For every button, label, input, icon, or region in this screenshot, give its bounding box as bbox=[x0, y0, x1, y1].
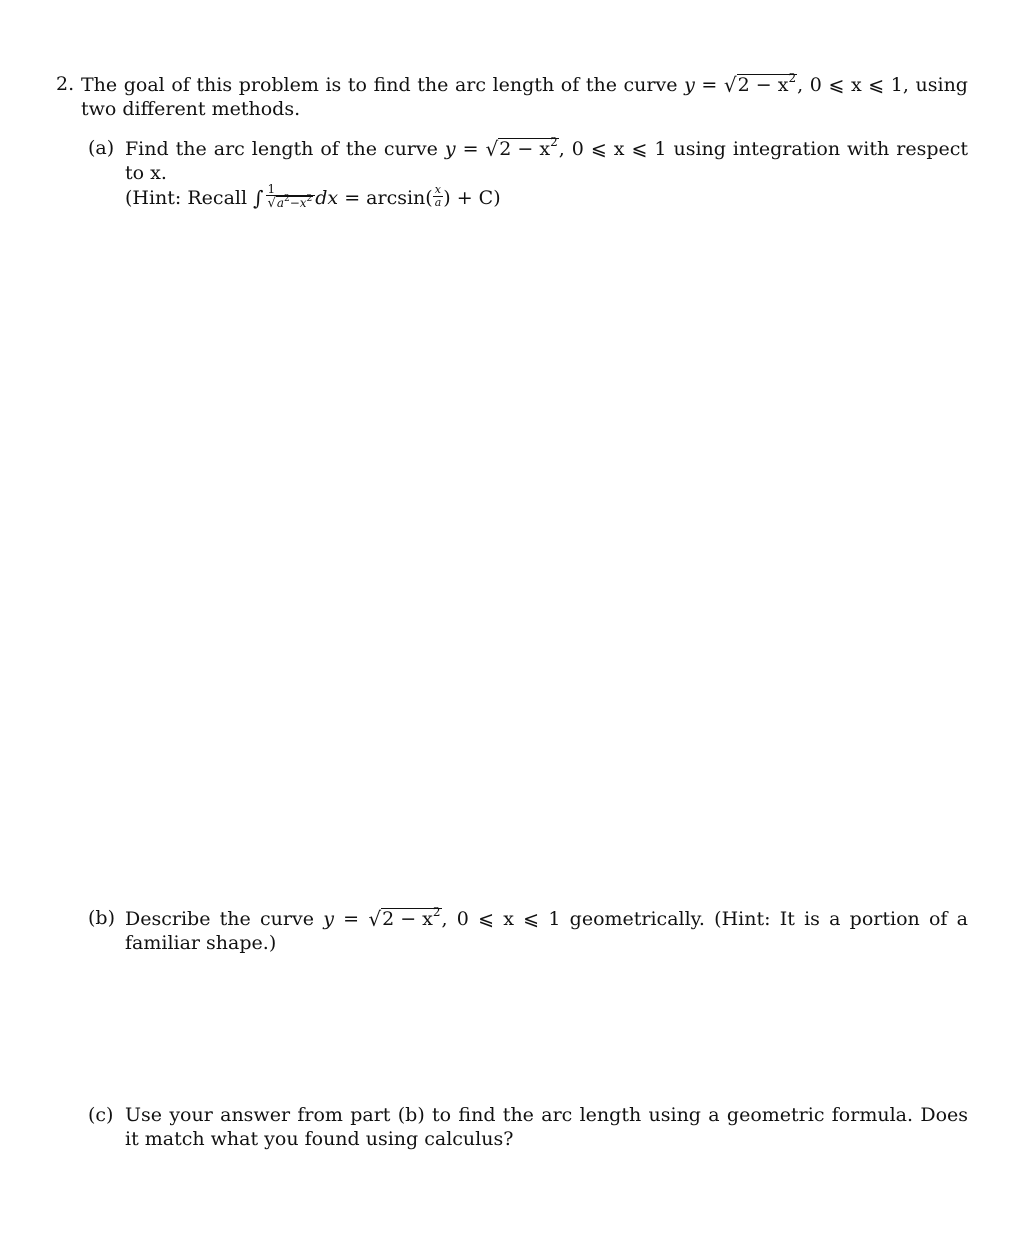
integral-sign: ∫ bbox=[253, 186, 264, 210]
radicand-text: 2 − x bbox=[499, 138, 551, 160]
problem-intro-after: using two different methods. bbox=[81, 74, 968, 120]
curve-y: y bbox=[444, 138, 456, 160]
dx: dx bbox=[315, 187, 339, 209]
den-exp2: 2 bbox=[306, 193, 313, 204]
domain: , 0 ⩽ x ⩽ 1, bbox=[797, 74, 909, 96]
part-a-text-before: Find the arc length of the curve bbox=[125, 138, 438, 160]
sqrt-expression bbox=[368, 906, 441, 931]
hint-open: (Hint: Recall bbox=[125, 187, 248, 209]
radical-sign: √ bbox=[723, 73, 737, 97]
problem-number: 2. bbox=[56, 73, 75, 95]
part-c-body: Use your answer from part (b) to find the arc length using a geometric formula. Does it match what you found using calculus? bbox=[125, 1104, 968, 1150]
domain: , 0 ⩽ x ⩽ 1 bbox=[558, 138, 667, 160]
fraction-numerator: 1 bbox=[266, 183, 316, 196]
part-b-label: (b) bbox=[88, 907, 115, 929]
arcsin: arcsin( bbox=[366, 187, 433, 209]
sqrt-expression bbox=[724, 72, 797, 97]
equals-sign: = bbox=[701, 74, 718, 96]
radicand-text: 2 − x bbox=[737, 74, 789, 96]
equals-sign: = bbox=[462, 138, 479, 160]
radical-sign: √ bbox=[267, 195, 276, 211]
equals-sign: = bbox=[344, 187, 361, 209]
den-a: a bbox=[276, 195, 284, 210]
part-a-label: (a) bbox=[88, 137, 115, 159]
exponent: 2 bbox=[550, 134, 558, 149]
sqrt-expression bbox=[486, 136, 559, 161]
part-c bbox=[88, 1103, 968, 1151]
problem-2 bbox=[56, 72, 968, 121]
hint-close: ) + C) bbox=[443, 187, 501, 209]
radicand bbox=[498, 134, 558, 160]
den-exp1: 2 bbox=[283, 193, 290, 204]
part-b-text-before: Describe the curve bbox=[125, 908, 314, 930]
den-x: −x bbox=[289, 195, 307, 210]
part-b-body bbox=[88, 906, 968, 955]
problem-intro-before: The goal of this problem is to find the arc length of the curve bbox=[81, 74, 678, 96]
curve-y: y bbox=[684, 74, 695, 96]
radical-sign: √ bbox=[485, 137, 499, 161]
radicand-text: 2 − x bbox=[382, 908, 433, 930]
exponent: 2 bbox=[432, 904, 441, 919]
inner-denominator: a bbox=[434, 195, 442, 209]
inner-fraction bbox=[433, 184, 444, 209]
part-a-body bbox=[88, 136, 968, 213]
part-a-text-after: using integration with respect to x. bbox=[125, 138, 969, 184]
part-a bbox=[88, 136, 968, 213]
part-b bbox=[88, 906, 968, 955]
curve-y: y bbox=[323, 908, 334, 930]
fraction-denominator bbox=[266, 193, 316, 211]
part-c-label: (c) bbox=[88, 1104, 114, 1126]
radicand bbox=[381, 904, 441, 930]
hint-fraction bbox=[266, 183, 316, 210]
exponent: 2 bbox=[788, 70, 797, 85]
problem-intro bbox=[56, 72, 968, 121]
sqrt-denominator bbox=[267, 193, 314, 211]
part-b-text-after: geometrically. (Hint: It is a portion of a familiar shape.) bbox=[125, 908, 968, 954]
domain: , 0 ⩽ x ⩽ 1 bbox=[441, 908, 561, 930]
radical-sign: √ bbox=[368, 907, 382, 931]
inner-numerator: x bbox=[433, 184, 444, 197]
radicand bbox=[737, 70, 797, 96]
denominator-radicand bbox=[276, 193, 313, 210]
equals-sign: = bbox=[343, 908, 360, 930]
